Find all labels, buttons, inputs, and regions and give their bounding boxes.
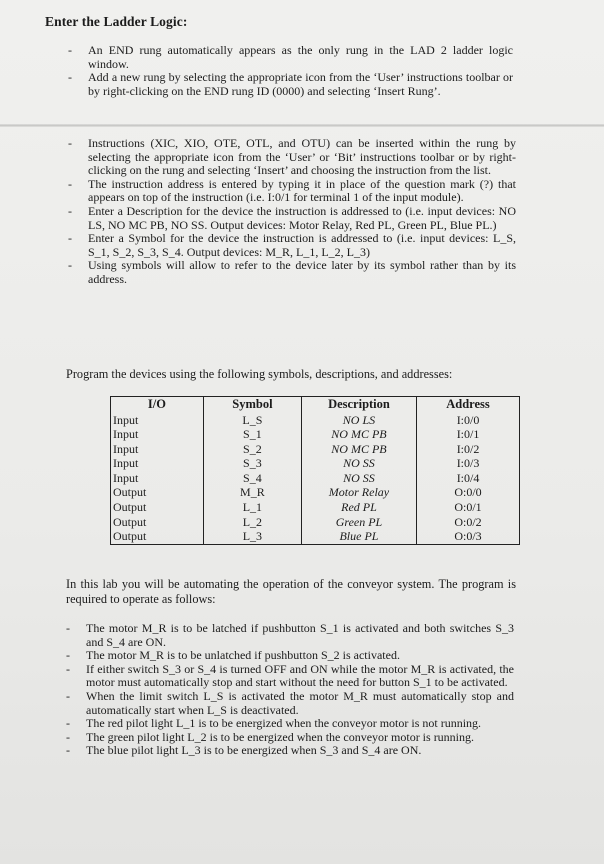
requirement-item: - The blue pilot light L_3 is to be energized when S_3 and S_4 are ON. xyxy=(86,744,514,758)
table-cell: O:0/1 xyxy=(417,501,520,516)
table-cell: L_3 xyxy=(203,530,301,545)
table-row xyxy=(111,428,520,443)
column-header: Address xyxy=(417,397,520,414)
table-row xyxy=(111,530,520,545)
table-cell: Output xyxy=(111,486,204,501)
table-cell: S_1 xyxy=(203,428,301,443)
intro-bullet: - An END rung automatically appears as the only rung in the LAD 2 ladder logic window. xyxy=(88,44,513,71)
table-cell: S_4 xyxy=(203,471,301,486)
table-cell: I:0/3 xyxy=(417,457,520,472)
table-cell: NO MC PB xyxy=(301,428,416,443)
requirement-item: - When the limit switch L_S is activated the motor M_R must automatically stop and automatically start when L_S is deactivated. xyxy=(86,690,514,717)
table-cell: Output xyxy=(111,515,204,530)
table-cell: L_2 xyxy=(203,515,301,530)
table-cell: NO LS xyxy=(301,413,416,428)
table-cell: I:0/4 xyxy=(417,471,520,486)
table-cell: I:0/2 xyxy=(417,442,520,457)
instruction-bullet-list xyxy=(88,137,516,287)
column-header: Symbol xyxy=(203,397,301,414)
table-cell: L_1 xyxy=(203,501,301,516)
table-cell: I:0/0 xyxy=(417,413,520,428)
table-cell: O:0/0 xyxy=(417,486,520,501)
table-cell: S_3 xyxy=(203,457,301,472)
program-intro-text: Program the devices using the following symbols, descriptions, and addresses: xyxy=(66,367,453,381)
table-cell: Input xyxy=(111,442,204,457)
page-fold-shadow xyxy=(0,124,604,127)
device-table xyxy=(110,396,520,545)
instruction-bullet: - Enter a Description for the device the instruction is addressed to (i.e. input devices: NO LS, NO MC PB, NO SS. Output devices: Motor Relay, Red PL, Green PL, Blue PL.) xyxy=(88,205,516,232)
lab-intro-text: In this lab you will be automating the operation of the conveyor system. The program is required to operate as follows: xyxy=(66,577,516,606)
table-cell: Blue PL xyxy=(301,530,416,545)
table-row xyxy=(111,442,520,457)
requirement-item: - The green pilot light L_2 is to be energized when the conveyor motor is running. xyxy=(86,731,514,745)
requirement-item: - The motor M_R is to be unlatched if pushbutton S_2 is activated. xyxy=(86,649,514,663)
table-cell: Green PL xyxy=(301,515,416,530)
requirement-item: - If either switch S_3 or S_4 is turned OFF and ON while the motor M_R is activated, the motor must automatically stop and start without the need for button S_1 to be activated. xyxy=(86,663,514,690)
table-cell: Input xyxy=(111,471,204,486)
table-row xyxy=(111,515,520,530)
instruction-bullet: - Enter a Symbol for the device the instruction is addressed to (i.e. input devices: L_S, S_1, S_2, S_3, S_4. Output devices: M_R, L_1, L_2, L_3) xyxy=(88,232,516,259)
table-cell: NO SS xyxy=(301,471,416,486)
table-row xyxy=(111,457,520,472)
table-cell: Output xyxy=(111,501,204,516)
requirement-item: - The red pilot light L_1 is to be energized when the conveyor motor is not running. xyxy=(86,717,514,731)
table-cell: S_2 xyxy=(203,442,301,457)
instruction-bullet: - Using symbols will allow to refer to the device later by its symbol rather than by its address. xyxy=(88,259,516,286)
table-cell: I:0/1 xyxy=(417,428,520,443)
table-row xyxy=(111,471,520,486)
instruction-bullet: - The instruction address is entered by typing it in place of the question mark (?) that appears on top of the instruction (i.e. I:0/1 for terminal 1 of the input module). xyxy=(88,178,516,205)
table-header-row xyxy=(111,397,520,414)
instruction-bullet: - Instructions (XIC, XIO, OTE, OTL, and OTU) can be inserted within the rung by selecting the appropriate icon from the ‘User’ or ‘Bit’ instructions toolbar or by right-clicking on the rung and selecting ‘Insert’ and choosing the instruction from the list. xyxy=(88,137,516,178)
requirement-item: - The motor M_R is to be latched if pushbutton S_1 is activated and both switches S_3 and S_4 are ON. xyxy=(86,622,514,649)
table-cell: Red PL xyxy=(301,501,416,516)
table-cell: O:0/3 xyxy=(417,530,520,545)
section-title: Enter the Ladder Logic: xyxy=(45,14,188,29)
table-cell: NO MC PB xyxy=(301,442,416,457)
table-cell: NO SS xyxy=(301,457,416,472)
table-row xyxy=(111,501,520,516)
table-cell: Input xyxy=(111,428,204,443)
table-cell: Motor Relay xyxy=(301,486,416,501)
table-cell: L_S xyxy=(203,413,301,428)
column-header: I/O xyxy=(111,397,204,414)
table-cell: M_R xyxy=(203,486,301,501)
table-cell: Input xyxy=(111,457,204,472)
table-cell: O:0/2 xyxy=(417,515,520,530)
table-row xyxy=(111,413,520,428)
table-cell: Input xyxy=(111,413,204,428)
intro-bullet: - Add a new rung by selecting the appropriate icon from the ‘User’ instructions toolbar or by right-clicking on the END rung ID (0000) and selecting ‘Insert Rung’. xyxy=(88,71,513,98)
table-row xyxy=(111,486,520,501)
requirements-list xyxy=(86,622,514,758)
table-cell: Output xyxy=(111,530,204,545)
intro-bullet-list xyxy=(88,44,513,98)
column-header: Description xyxy=(301,397,416,414)
